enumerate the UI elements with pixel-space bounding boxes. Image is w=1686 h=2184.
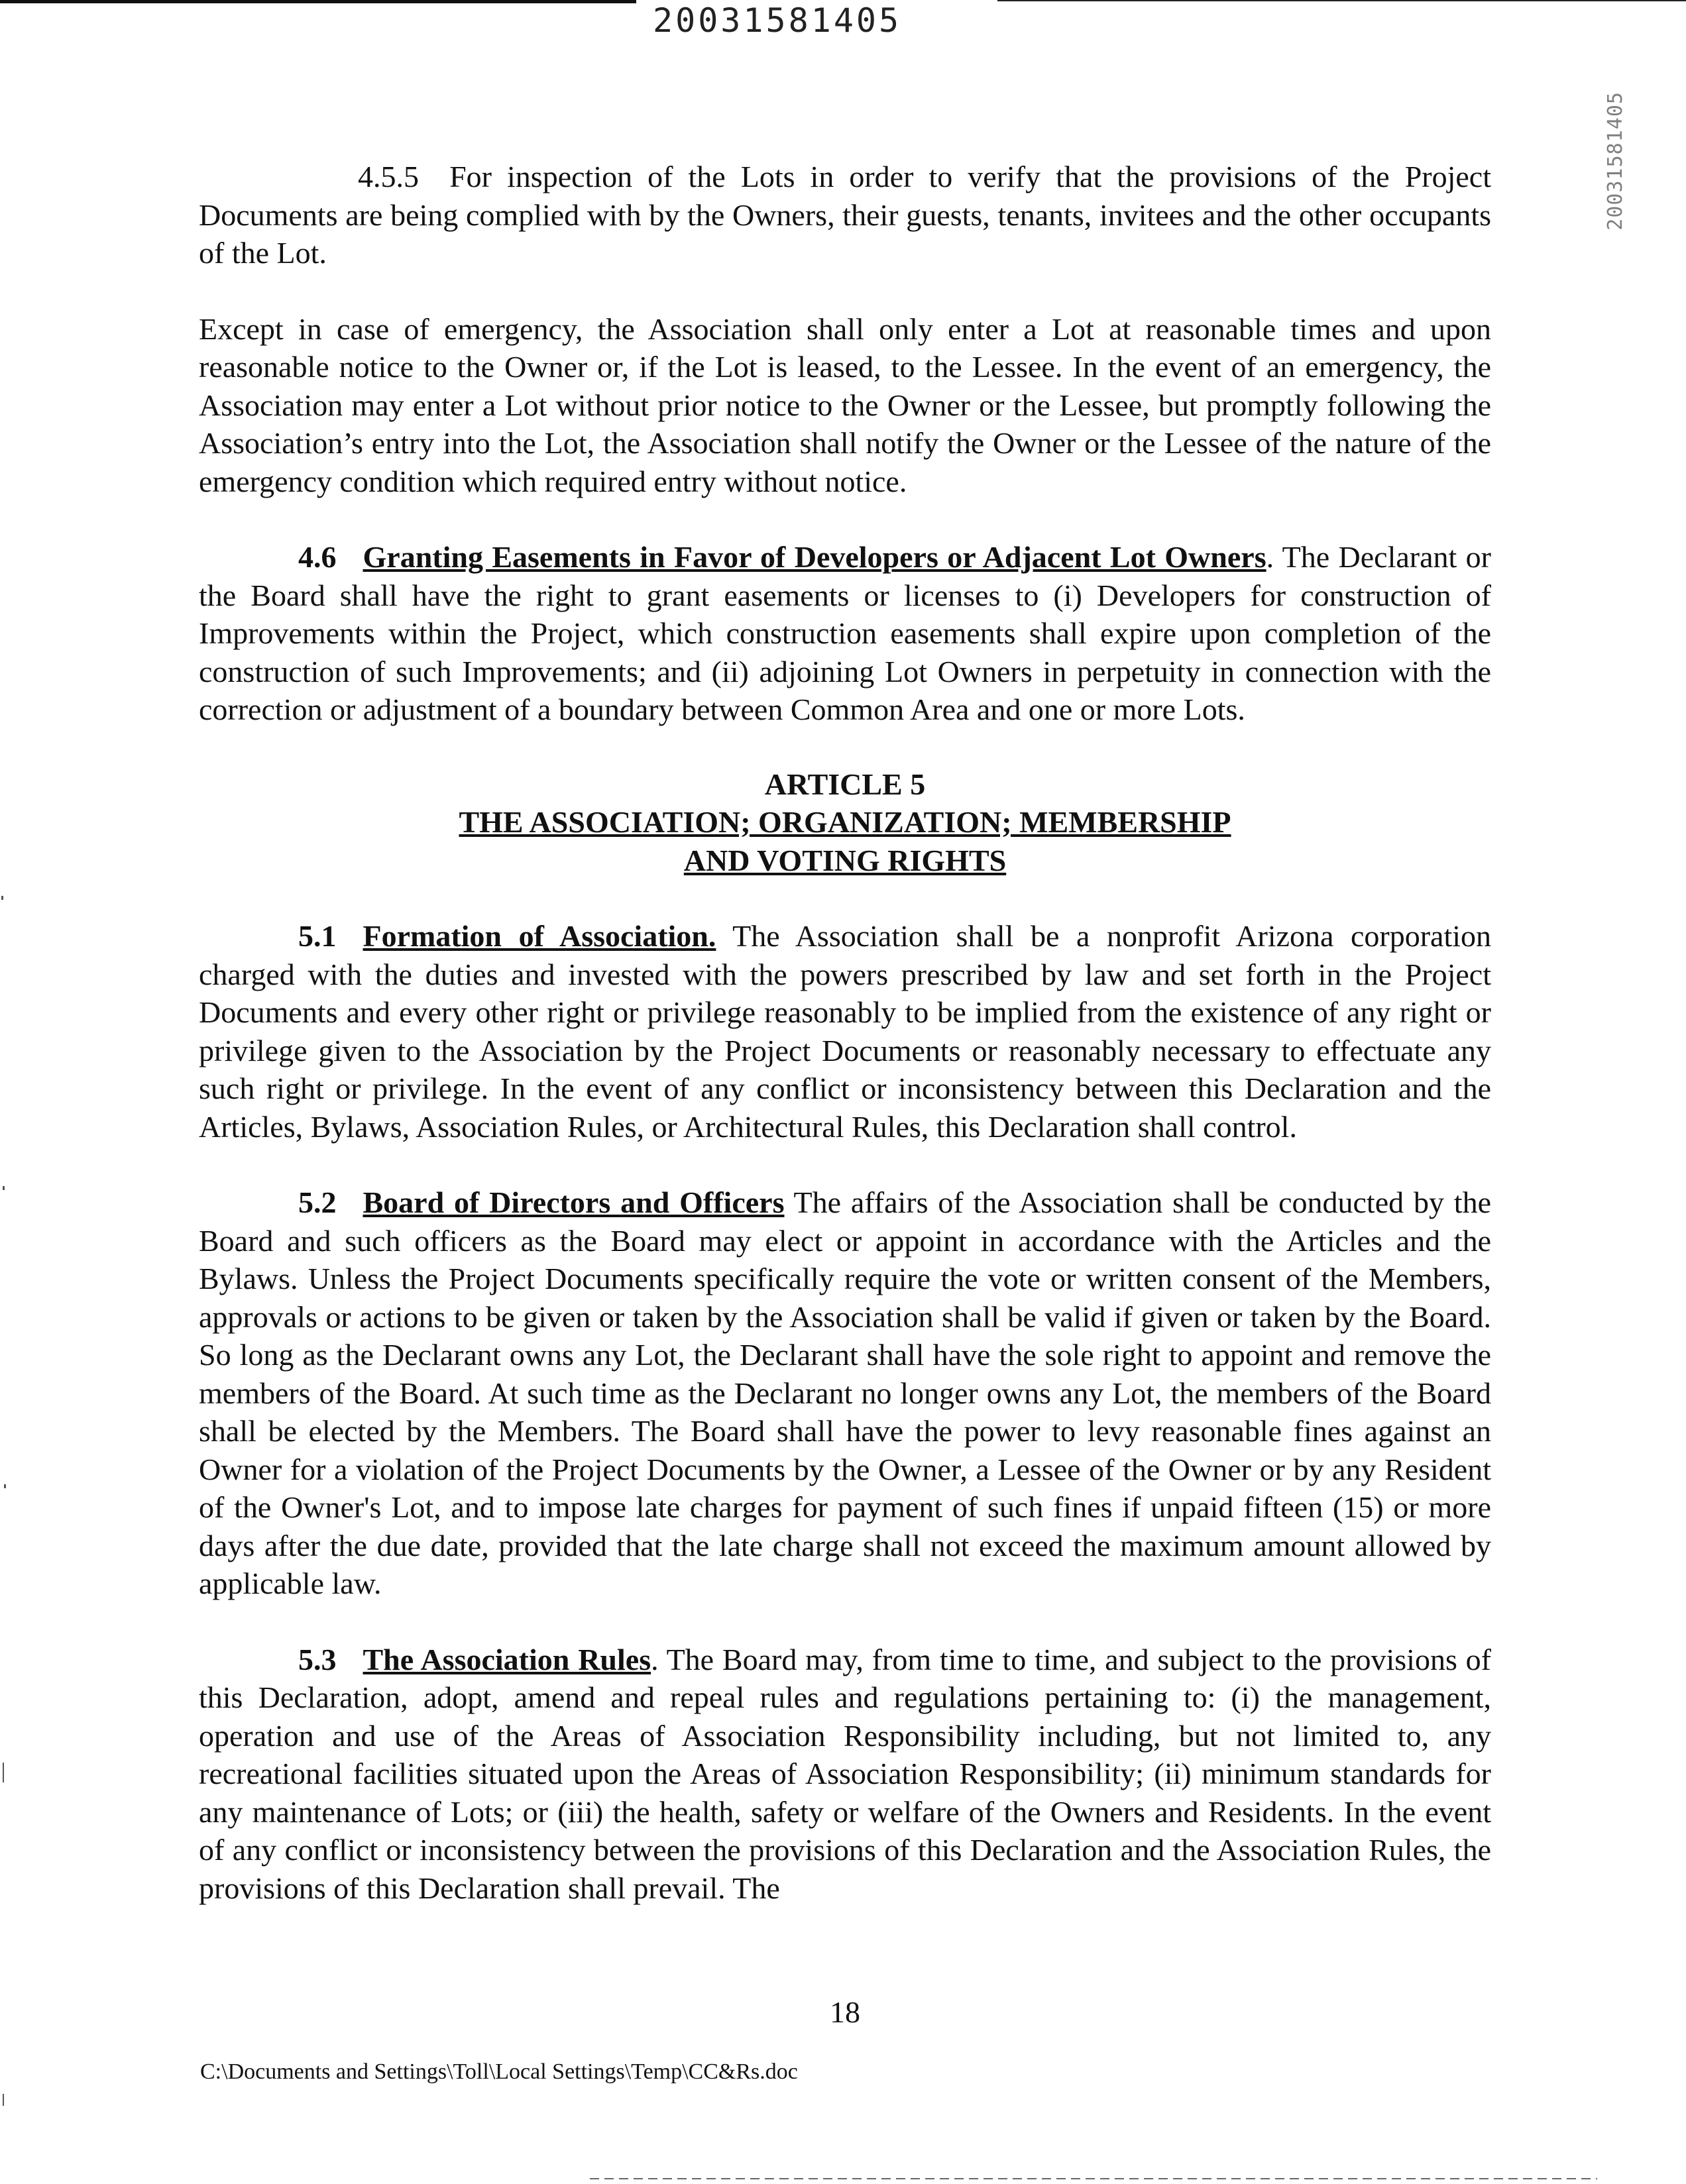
section-5-1	[199, 917, 1491, 1146]
scan-speck	[3, 2094, 4, 2106]
page-body	[199, 158, 1491, 1907]
section-5-2	[199, 1183, 1491, 1603]
section-heading: Formation of Association.	[363, 919, 716, 953]
section-number: 4.5.5	[358, 160, 419, 193]
scan-speck	[3, 1763, 4, 1782]
section-5-3	[199, 1641, 1491, 1908]
scan-speck	[1, 896, 3, 900]
section-number: 5.3	[298, 1642, 337, 1676]
article-title-line2: AND VOTING RIGHTS	[683, 843, 1007, 877]
footer-file-path: C:\Documents and Settings\Toll\Local Settings\Temp\CC&Rs.doc	[200, 2059, 798, 2084]
paragraph-text: The affairs of the Association shall be conducted by the Board and such officers as the Board may elect or appoint in accordance with the Articles and the Bylaws. Unless the Project Documents specifically require the vote or written consent of the Members, approvals or actions to be given or taken by the Association shall be valid if given or taken by the Board. So long as the Declarant owns any Lot, the Declarant shall have the sole right to appoint and remove the members of the Board. At such time as the Declarant no longer owns any Lot, the members of the Board shall be elected by the Members. The Board shall have the power to levy reasonable fines against an Owner for a violation of the Project Documents by the Owner, a Lessee of the Owner or by any Resident of the Owner's Lot, and to impose late charges for payment of such fines if unpaid fifteen (15) or more days after the due date, provided that the late charge shall not exceed the maximum amount allowed by applicable law.	[199, 1185, 1492, 1600]
scan-speck	[3, 1186, 5, 1190]
top-rule	[0, 0, 636, 3]
section-heading: Granting Easements in Favor of Developers or Adjacent Lot Owners	[363, 540, 1266, 574]
side-stamp: 20031581405	[1604, 91, 1627, 231]
section-heading: Board of Directors and Officers	[363, 1185, 785, 1219]
paragraph-emergency	[199, 310, 1491, 501]
top-rule-right	[997, 0, 1686, 1]
page-number: 18	[830, 1995, 860, 2029]
bottom-rule	[590, 2178, 1597, 2179]
section-number: 5.2	[298, 1185, 337, 1219]
section-number: 5.1	[298, 919, 337, 953]
article-title-line1: THE ASSOCIATION; ORGANIZATION; MEMBERSHIP	[459, 805, 1231, 839]
section-number: 4.6	[298, 540, 337, 574]
section-heading: The Association Rules	[363, 1642, 651, 1676]
paragraph-text: For inspection of the Lots in order to verify that the provisions of the Project Documents are being complied with by the Owners, their guests, tenants, invitees and the other occupants of the Lot.	[199, 160, 1492, 270]
document-number: 20031581405	[653, 1, 902, 40]
paragraph-4-6	[199, 538, 1491, 729]
paragraph-text: The Association shall be a nonprofit Arizona corporation charged with the duties and invested with the powers prescribed by law and set forth in the Project Documents and every other right or privilege reasonably to be implied from the existence of any right or privilege given to the Association by the Project Documents or reasonably necessary to effectuate any such right or privilege. In the event of any conflict or inconsistency between this Declaration and the Articles, Bylaws, Association Rules, or Architectural Rules, this Declaration shall control.	[199, 919, 1492, 1144]
paragraph-4-5-5	[199, 158, 1491, 272]
scan-speck	[4, 1484, 6, 1488]
paragraph-text: Except in case of emergency, the Association shall only enter a Lot at reasonable times and upon reasonable notice to the Owner or, if the Lot is leased, to the Lessee. In the event of an emergency, the Association may enter a Lot without prior notice to the Owner or the Lessee, but promptly following the Association’s entry into the Lot, the Association shall notify the Owner or the Lessee of the nature of the emergency condition which required entry without notice.	[199, 311, 1491, 498]
article-number: ARTICLE 5	[764, 767, 926, 801]
article-heading	[199, 765, 1491, 880]
paragraph-text: . The Declarant or the Board shall have the right to grant easements or licenses to (i) Developers for construction of Improvements within the Project, which construction easements shall expire upon completion of the construction of such Improvements; and (ii) adjoining Lot Owners in perpetuity in connection with the correction or adjustment of a boundary between Common Area and one or more Lots.	[199, 540, 1491, 726]
paragraph-text: . The Board may, from time to time, and subject to the provisions of this Declaration, adopt, amend and repeal rules and regulations pertaining to: (i) the management, operation and use of the Areas of Association Responsibility including, but not limited to, any recreational facilities situated upon the Areas of Association Responsibility; (ii) minimum standards for any maintenance of Lots; or (iii) the health, safety or welfare of the Owners and Residents. In the event of any conflict or inconsistency between the provisions of this Declaration and the Association Rules, the provisions of this Declaration shall prevail. The	[199, 1642, 1491, 1905]
